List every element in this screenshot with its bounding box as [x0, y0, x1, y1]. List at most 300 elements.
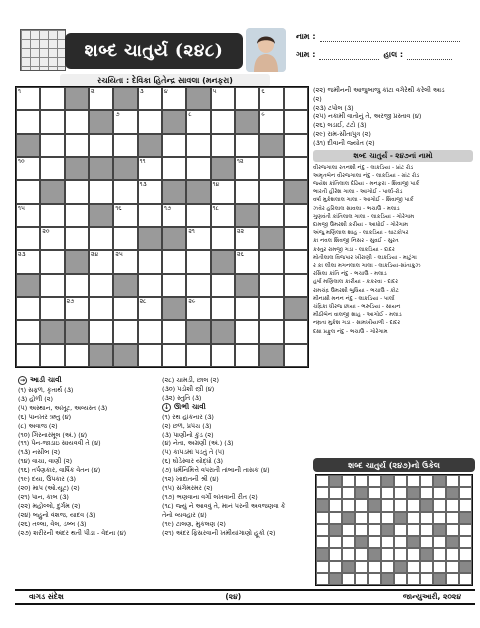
form-name-row[interactable] — [296, 32, 460, 42]
clue-number: ૧૪ — [212, 181, 220, 189]
solution-block — [420, 499, 433, 511]
grid-cell[interactable] — [113, 204, 137, 227]
solution-cell — [407, 548, 420, 560]
solution-cell — [394, 524, 407, 536]
grid-cell[interactable] — [259, 157, 283, 180]
grid-cell[interactable] — [284, 134, 308, 157]
solution-block — [368, 548, 381, 560]
grid-cell[interactable] — [211, 110, 235, 133]
clue-item: (૧) સફળ, કૃતાર્થ (૩) — [18, 386, 74, 394]
clue-item: (૩) હોળી (૨) — [18, 394, 53, 403]
solution-cell — [329, 536, 342, 548]
grid-block — [65, 320, 89, 343]
grid-cell[interactable] — [138, 87, 162, 110]
grid-cell[interactable] — [284, 204, 308, 227]
solution-block — [446, 536, 459, 548]
solution-block — [394, 561, 407, 573]
solution-cell — [394, 536, 407, 548]
grid-cell[interactable] — [16, 227, 40, 250]
grid-block — [113, 87, 137, 110]
across-clue-list — [18, 386, 158, 537]
grid-cell[interactable] — [284, 344, 308, 367]
grid-cell[interactable] — [16, 204, 40, 227]
clue-item: (૧૩) નસીબ (૨) — [18, 448, 61, 457]
grid-cell[interactable] — [186, 344, 210, 367]
solution-block — [342, 561, 355, 573]
grid-block — [235, 204, 259, 227]
clue-number: ૧૩ — [139, 181, 147, 189]
solution-cell — [368, 536, 381, 548]
winner-name: હર્ષા મણિલાલ કારીયા - કકરવા - દાદર — [313, 279, 399, 286]
solution-block — [381, 573, 394, 585]
clue-item: (૩૨) સ્તુતિ (૩) — [162, 393, 202, 402]
solution-cell — [316, 573, 329, 585]
grid-cell[interactable] — [211, 87, 235, 110]
clue-number: ૧૧ — [139, 158, 146, 165]
crossword-grid — [15, 86, 309, 368]
grid-cell[interactable] — [162, 204, 186, 227]
grid-block — [211, 157, 235, 180]
solution-cell — [342, 475, 355, 487]
clue-item: (૧૯) ટાલણ, મુકલણ (૨) — [162, 519, 226, 528]
solution-block — [433, 475, 446, 487]
solution-cell — [433, 499, 446, 511]
grid-cell[interactable] — [284, 320, 308, 343]
clue-number: ૧૦ — [18, 158, 25, 165]
grid-cell[interactable] — [16, 110, 40, 133]
solution-cell — [368, 573, 381, 585]
grid-block — [113, 344, 137, 367]
author-photo — [246, 28, 286, 72]
solution-cell — [329, 512, 342, 524]
clue-item: (૨૧) પાન, કાબ (૩) — [18, 492, 69, 501]
solution-cell — [342, 548, 355, 560]
grid-cell[interactable] — [162, 157, 186, 180]
grid-cell[interactable] — [16, 250, 40, 273]
winner-name: ર કા લીલા મગનલાલ ગાલા - લાકડિયા-સાંતાક્રુઝ — [313, 263, 421, 270]
grid-cell[interactable] — [162, 274, 186, 297]
solution-cell — [368, 524, 381, 536]
solution-cell — [394, 573, 407, 585]
solution-cell — [316, 512, 329, 524]
grid-cell[interactable] — [186, 204, 210, 227]
solution-cell — [420, 524, 433, 536]
grid-cell[interactable] — [40, 134, 64, 157]
grid-cell[interactable] — [138, 204, 162, 227]
solution-cell — [407, 499, 420, 511]
winner-name: રામચંદ્ર ઉમરશી બુધિયા - ભચાઉ - કોટ — [313, 287, 399, 294]
grid-cell[interactable] — [65, 110, 89, 133]
winner-name: અમૃતબેન વીરજગાલા નંદુ - લાકડિયા - ગ્રાંટ રોડ — [313, 172, 420, 179]
solution-cell — [316, 536, 329, 548]
solution-cell — [407, 524, 420, 536]
grid-cell[interactable] — [162, 87, 186, 110]
grid-cell[interactable] — [40, 204, 64, 227]
grid-block — [259, 227, 283, 250]
solution-cell — [394, 548, 407, 560]
grid-cell[interactable] — [40, 274, 64, 297]
solution-cell — [446, 561, 459, 573]
solution-cell — [329, 548, 342, 560]
grid-cell[interactable] — [284, 87, 308, 110]
winners-list — [313, 164, 473, 336]
grid-cell[interactable] — [284, 250, 308, 273]
solution-cell — [446, 548, 459, 560]
solution-cell — [446, 475, 459, 487]
solution-cell — [433, 548, 446, 560]
grid-cell[interactable] — [113, 110, 137, 133]
across-clues — [18, 376, 158, 537]
grid-cell[interactable] — [113, 227, 137, 250]
grid-cell[interactable] — [259, 180, 283, 203]
grid-cell[interactable] — [211, 134, 235, 157]
grid-cell[interactable] — [89, 227, 113, 250]
winner-name: રસિલા કાંતિ નંદુ - ભચાઉ - મલાડ — [313, 271, 387, 278]
clue-number: ૪ — [164, 88, 168, 95]
grid-cell[interactable] — [16, 180, 40, 203]
solution-cell — [381, 561, 394, 573]
grid-cell[interactable] — [235, 227, 259, 250]
grid-cell[interactable] — [40, 110, 64, 133]
grid-cell[interactable] — [16, 87, 40, 110]
solution-block — [394, 512, 407, 524]
grid-cell[interactable] — [65, 204, 89, 227]
solution-cell — [420, 536, 433, 548]
grid-cell[interactable] — [235, 250, 259, 273]
solution-cell — [316, 524, 329, 536]
grid-cell[interactable] — [235, 157, 259, 180]
grid-cell[interactable] — [89, 134, 113, 157]
solution-cell — [407, 475, 420, 487]
grid-block — [65, 87, 89, 110]
author-byline: રચયિતા : દેવિકા હિતેન્દ્ર સાવલા (મનફરા) — [60, 74, 270, 87]
grid-cell[interactable] — [138, 250, 162, 273]
solution-cell — [329, 561, 342, 573]
grid-cell[interactable] — [284, 157, 308, 180]
solution-cell — [368, 487, 381, 499]
clue-item: (૧૭) ભણવાના વર્ગો લખવાની રીત (૨) — [162, 492, 258, 501]
down-clue-list — [162, 413, 312, 538]
solution-cell — [433, 536, 446, 548]
grid-cell[interactable] — [186, 110, 210, 133]
grid-block — [16, 274, 40, 297]
grid-block — [162, 227, 186, 250]
solution-cell — [355, 524, 368, 536]
winner-name: દક્ષા પ્રફુલ નંદુ - ભચાઉ - ગોરેગામ — [313, 328, 388, 335]
grid-cell[interactable] — [235, 344, 259, 367]
clue-item: (૨૧) અંદર ફિસરવાની ખમીયાંગાણો હૂકો (૨) — [162, 528, 276, 537]
clue-number: ૨ — [91, 88, 95, 95]
grid-cell[interactable] — [65, 274, 89, 297]
clue-number: ૧૫ — [18, 204, 25, 212]
solution-block — [355, 536, 368, 548]
solution-cell — [342, 524, 355, 536]
grid-block — [40, 180, 64, 203]
entry-form — [292, 28, 472, 80]
clue-item: (૨૫) નકામી વાતોનું તે, અરજી પ્રસ્તાવ (૪) — [313, 112, 422, 121]
grid-cell[interactable] — [89, 274, 113, 297]
solution-block — [316, 499, 329, 511]
grid-cell[interactable] — [89, 87, 113, 110]
grid-cell[interactable] — [138, 344, 162, 367]
clue-item: (૧૮) જ્યું ને આવવું તે, માનં પરની અવજણવા કે — [162, 501, 286, 510]
winners-title: શબ્દ ચાતુર્ય - ૨૪૭નાં નામો — [313, 150, 473, 162]
grid-cell[interactable] — [186, 157, 210, 180]
clue-item: (૧૬) તર્પણકાર, વાર્ષિક વેતન (૪) — [18, 466, 101, 475]
grid-cell[interactable] — [162, 344, 186, 367]
solution-grid — [315, 474, 473, 586]
solution-cell — [381, 536, 394, 548]
solution-cell — [394, 487, 407, 499]
grid-cell[interactable] — [235, 134, 259, 157]
grid-block — [235, 110, 259, 133]
grid-cell[interactable] — [284, 227, 308, 250]
clue-item: (૩૦) પડોશી સ્ત્રી (૪) — [162, 384, 215, 393]
grid-cell[interactable] — [259, 204, 283, 227]
grid-cell[interactable] — [16, 344, 40, 367]
grid-cell[interactable] — [235, 320, 259, 343]
solution-cell — [433, 487, 446, 499]
solution-cell — [355, 548, 368, 560]
winner-name: જયેશ કાંતિલાલ દેઢિયા - મનફરા - શિવાજી પાર્ક — [313, 180, 420, 187]
grid-cell[interactable] — [40, 87, 64, 110]
solution-cell — [459, 536, 472, 548]
solution-cell — [329, 487, 342, 499]
solution-block — [459, 561, 472, 573]
winner-name: ભારતી હીરેશ ગાલા - આગોઈ - પાર્લા-રોડ — [313, 189, 403, 196]
solution-cell — [368, 512, 381, 524]
grid-cell[interactable] — [186, 134, 210, 157]
footer-date: જાન્યુઆરી, ૨૦૨૪ — [402, 592, 461, 601]
grid-cell[interactable] — [16, 157, 40, 180]
grid-cell[interactable] — [186, 297, 210, 320]
solution-cell — [355, 499, 368, 511]
grid-block — [89, 204, 113, 227]
grid-cell[interactable] — [16, 297, 40, 320]
winner-name: ગુણવંતી કાંતિલાલ ગાલા - લાકડિયા - ગોરેગામ — [313, 213, 415, 220]
winner-name: કા નવલ શિવજી નિસર - સુવઈ - સુરત — [313, 238, 399, 245]
solution-block — [329, 573, 342, 585]
winner-name: દામજી ઉમરશી કરીયા - આધોઈ - ગોરેગામ — [313, 222, 409, 228]
solution-block — [329, 524, 342, 536]
grid-cell[interactable] — [235, 87, 259, 110]
grid-cell[interactable] — [259, 87, 283, 110]
grid-block — [259, 134, 283, 157]
grid-cell[interactable] — [284, 110, 308, 133]
grid-block — [186, 180, 210, 203]
solution-cell — [394, 475, 407, 487]
form-now-line[interactable] — [407, 51, 452, 60]
winner-name: વીરજગાલા રતનશી નંદુ - લાકડિયા - પ્રાંટ રોડ — [313, 164, 414, 171]
grid-block — [138, 134, 162, 157]
clue-number: ૧૬ — [115, 204, 122, 212]
grid-cell[interactable] — [259, 274, 283, 297]
grid-block — [284, 297, 308, 320]
solution-cell — [446, 573, 459, 585]
solution-block — [459, 512, 472, 524]
solution-cell — [355, 573, 368, 585]
solution-block — [329, 475, 342, 487]
across-clues-header — [18, 376, 158, 385]
solution-cell — [316, 561, 329, 573]
grid-cell[interactable] — [113, 134, 137, 157]
grid-cell[interactable] — [16, 320, 40, 343]
solution-block — [420, 548, 433, 560]
grid-cell[interactable] — [162, 250, 186, 273]
solution-block — [446, 487, 459, 499]
solution-cell — [316, 487, 329, 499]
form-village-line[interactable] — [319, 51, 379, 60]
winner-name: અંજુ મણિલાલ શાહ - લાકડિયા - ઘાટકોપર — [313, 230, 409, 237]
clue-number: ૨૭ — [66, 298, 75, 305]
grid-block — [211, 320, 235, 343]
grid-block — [211, 250, 235, 273]
solution-cell — [433, 512, 446, 524]
grid-cell[interactable] — [89, 250, 113, 273]
winner-name: મીઠીબેન વાલજી શાહ - આગોઈ - મલાડ — [313, 312, 402, 319]
grid-cell[interactable] — [113, 297, 137, 320]
grid-cell[interactable] — [211, 204, 235, 227]
grid-cell[interactable] — [138, 320, 162, 343]
grid-cell[interactable] — [186, 250, 210, 273]
grid-block — [16, 134, 40, 157]
grid-cell[interactable] — [65, 134, 89, 157]
right-column — [313, 86, 473, 336]
clue-number: ૨૦ — [42, 228, 50, 235]
grid-cell[interactable] — [259, 250, 283, 273]
grid-cell[interactable] — [211, 344, 235, 367]
clue-item: (૫) કાપડમાં પડતું તે (૫) — [162, 448, 225, 457]
grid-cell[interactable] — [65, 297, 89, 320]
crossword-logo — [20, 29, 66, 71]
grid-cell[interactable] — [65, 227, 89, 250]
grid-cell[interactable] — [138, 157, 162, 180]
clue-number: ૨૪ — [91, 251, 99, 259]
solution-cell — [446, 524, 459, 536]
solution-cell — [420, 475, 433, 487]
grid-cell[interactable] — [259, 297, 283, 320]
solution-cell — [459, 475, 472, 487]
grid-cell[interactable] — [186, 274, 210, 297]
grid-cell[interactable] — [138, 274, 162, 297]
grid-cell[interactable] — [40, 250, 64, 273]
grid-cell[interactable] — [162, 134, 186, 157]
grid-cell[interactable] — [65, 180, 89, 203]
grid-block — [40, 320, 64, 343]
grid-cell[interactable] — [211, 297, 235, 320]
grid-cell[interactable] — [113, 320, 137, 343]
grid-cell[interactable] — [113, 180, 137, 203]
grid-block — [284, 180, 308, 203]
grid-cell[interactable] — [138, 297, 162, 320]
clue-item: (૩) પાણીનો કુંડ (૨) — [162, 430, 214, 439]
winner-name: મોતીલાલ વિજપાર ખીરાણી - લાકડિયા - માટુંગા — [313, 254, 417, 261]
grid-cell[interactable] — [40, 297, 64, 320]
clue-number: ૬ — [261, 88, 265, 95]
clue-number: ૧ — [18, 88, 21, 95]
grid-block — [65, 157, 89, 180]
solution-title: શબ્દ ચાતુર્ય (૨૪૭)નો ઉકેલ — [313, 458, 475, 472]
solution-cell — [407, 561, 420, 573]
solution-cell — [368, 561, 381, 573]
grid-cell[interactable] — [89, 180, 113, 203]
grid-cell[interactable] — [40, 227, 64, 250]
grid-cell[interactable] — [89, 297, 113, 320]
grid-cell[interactable] — [40, 344, 64, 367]
clue-item: (૨૩) ટપોલ (૩) — [313, 103, 354, 112]
clue-item: (૬) ઘોડેસ્વાર યોદ્ધો (૩) — [162, 457, 224, 466]
grid-cell[interactable] — [138, 110, 162, 133]
solution-cell — [381, 548, 394, 560]
clue-item: (૨૨) મહોલ્લો, દુર્ગમ (૨) — [18, 501, 81, 510]
solution-block — [407, 536, 420, 548]
grid-cell[interactable] — [138, 180, 162, 203]
clue-number: ૨૧ — [188, 228, 195, 235]
solution-cell — [407, 512, 420, 524]
clue-item: (૨૪) બહુનો વંશજ, યાદવ (૩) — [18, 510, 96, 519]
clue-number: ૫ — [212, 88, 217, 95]
grid-cell[interactable] — [65, 344, 89, 367]
clue-number: ૧૭ — [164, 204, 172, 212]
grid-cell[interactable] — [113, 250, 137, 273]
solution-cell — [329, 499, 342, 511]
solution-cell — [420, 573, 433, 585]
clue-number: ૮ — [188, 111, 192, 119]
clue-item: (૨૬) લડાઈ, ટંટો (૩) — [313, 121, 367, 130]
solution-cell — [355, 475, 368, 487]
clue-item: તેનો વ્યવહાર (૪) — [162, 510, 207, 519]
solution-block — [342, 512, 355, 524]
grid-cell[interactable] — [211, 180, 235, 203]
winner-name: નમ્રતા મુકેશ ગડા - સામખીયાળી - દાદર — [313, 320, 401, 327]
solution-block — [381, 524, 394, 536]
winner-name: મીનાક્ષી મનન નંદુ - લાકડિયા - પાર્લા — [313, 295, 395, 302]
solution-cell — [446, 499, 459, 511]
grid-block — [89, 110, 113, 133]
form-village-row[interactable] — [296, 50, 452, 60]
grid-block — [259, 344, 283, 367]
form-village-label: ગામ : — [296, 50, 316, 59]
grid-cell[interactable] — [259, 110, 283, 133]
solution-block — [407, 487, 420, 499]
clue-number: ૧૨ — [237, 158, 244, 165]
clue-item: (૧૧) પેન-જાડાઇ સાયવવી તે (૪) — [18, 439, 101, 448]
grid-cell[interactable] — [211, 227, 235, 250]
grid-cell[interactable] — [211, 274, 235, 297]
grid-cell[interactable] — [235, 297, 259, 320]
grid-cell[interactable] — [186, 227, 210, 250]
form-name-line[interactable] — [320, 33, 460, 42]
grid-cell[interactable] — [284, 274, 308, 297]
solution-block — [316, 548, 329, 560]
grid-cell[interactable] — [40, 157, 64, 180]
grid-cell[interactable] — [89, 320, 113, 343]
solution-block — [433, 573, 446, 585]
clue-number: ૨૮ — [139, 298, 147, 305]
clue-number: ૨૫ — [115, 251, 123, 259]
footer-publication: વાગડ સંદેશ — [29, 592, 64, 601]
clue-number: ૨૨ — [237, 228, 245, 235]
solution-cell — [355, 512, 368, 524]
winner-name: ઝવેર હરિલાલ સાવલા - ભચાઉ - મલાડ — [313, 205, 400, 212]
grid-cell[interactable] — [235, 180, 259, 203]
grid-cell[interactable] — [259, 320, 283, 343]
solution-cell — [342, 499, 355, 511]
grid-cell[interactable] — [162, 320, 186, 343]
clue-item: (૨) છળ, પ્રપંચ (૩) — [162, 421, 212, 430]
clue-item: (૧૯) દયા, ઉપકાર (૩) — [18, 475, 77, 484]
solution-cell — [381, 487, 394, 499]
